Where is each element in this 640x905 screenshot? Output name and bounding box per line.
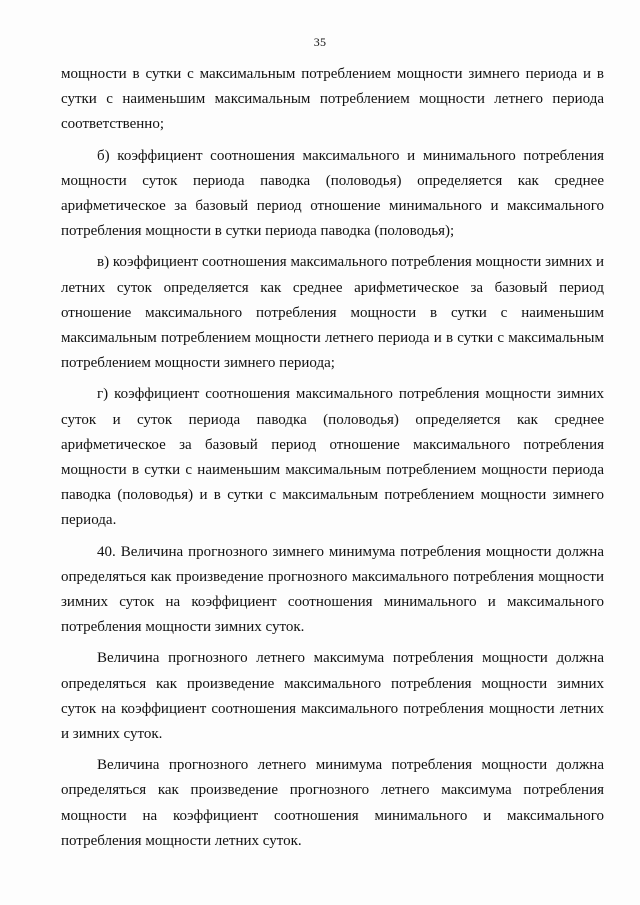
paragraph-clause-40: 40. Величина прогнозного зимнего минимума потребления мощности должна определяться как произведение прогнозного максимального потребления мощности зимних суток на коэффициент соотношения минимального и максимального потребления мощности зимних суток.: [61, 543, 604, 636]
paragraph-continuation: мощности в сутки с максимальным потреблением мощности зимнего периода и в сутки с наименьшим максимальным потреблением мощности летнего периода соответственно;: [61, 66, 604, 133]
page-number: 35: [313, 35, 327, 49]
paragraph-item-g: г) коэффициент соотношения максимального потребления мощности зимних суток и суток периода паводка (половодья) определяется как среднее арифметическое за базовый период отношение максимального потребления мощности в сутки с наименьшим максимальным потреблением мощности периода паводка (половодья) и в сутки с максимальным потреблением мощности зимнего периода.: [61, 386, 604, 529]
paragraph-summer-minimum: Величина прогнозного летнего минимума потребления мощности должна определяться как произведение прогнозного летнего максимума потребления мощности на коэффициент соотношения минимального и максимального потребления мощности летних суток.: [61, 757, 604, 849]
document-body: [61, 62, 604, 860]
paragraph-item-b: б) коэффициент соотношения максимального и минимального потребления мощности суток периода паводка (половодья) определяется как среднее арифметическое за базовый период отношение минимального и максимального потребления мощности в сутки периода паводка (половодья);: [61, 147, 604, 240]
paragraph-summer-maximum: Величина прогнозного летнего максимума потребления мощности должна определяться как произведение максимального потребления мощности зимних суток на коэффициент соотношения максимального потребления мощности летних и зимних суток.: [61, 650, 604, 743]
paragraph-item-v: в) коэффициент соотношения максимального потребления мощности зимних и летних суток определяется как среднее арифметическое за базовый период отношение максимального потребления мощности в сутки с наименьшим максимальным потреблением мощности летнего периода и в сутки с максимальным потреблением мощности зимнего периода;: [61, 254, 604, 372]
